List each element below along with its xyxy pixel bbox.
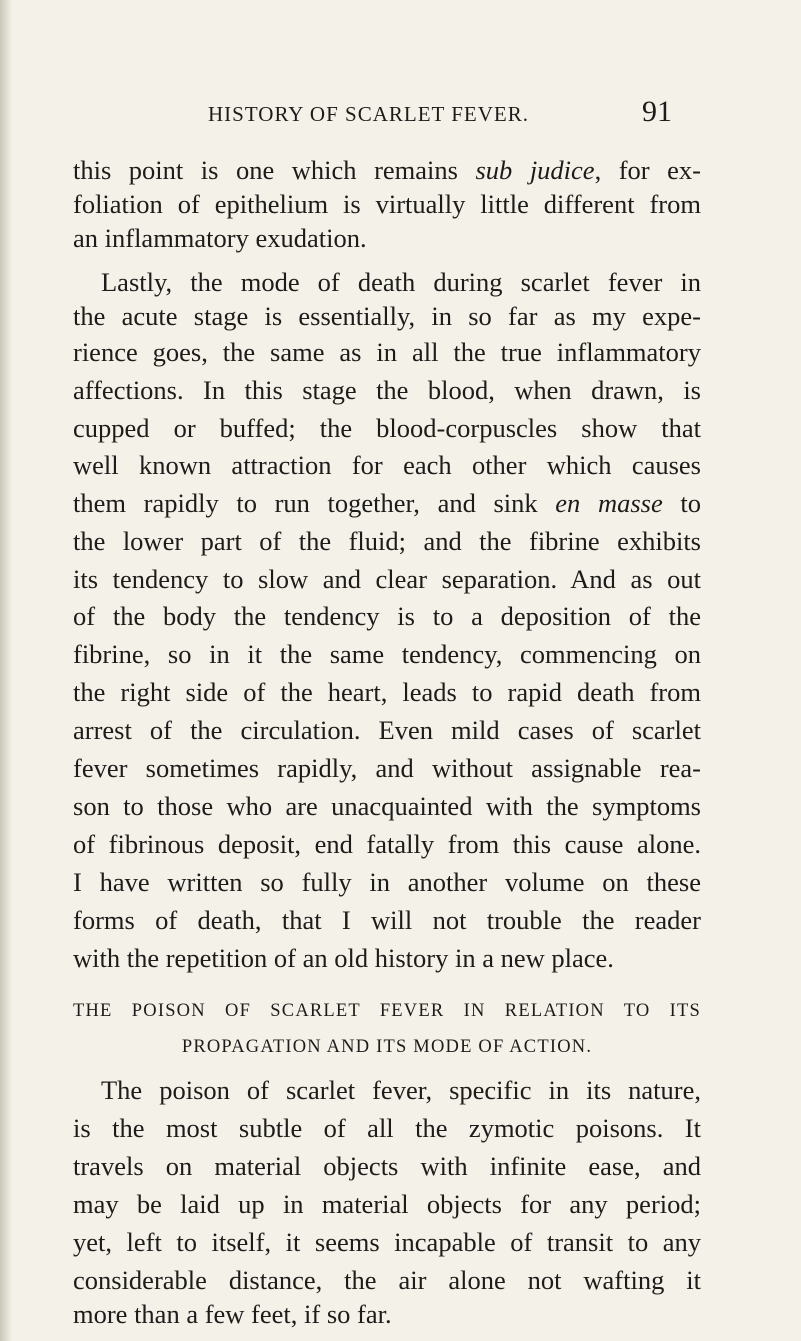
body-line: forms of death, that I will not trouble the reader bbox=[73, 905, 701, 935]
body-line: of fibrinous deposit, end fatally from this cause alone. bbox=[73, 829, 701, 859]
body-line: well known attraction for each other which causes bbox=[73, 450, 701, 480]
text-run: to bbox=[662, 488, 701, 518]
section-heading-line-1: THE POISON OF SCARLET FEVER IN RELATION TO ITS bbox=[73, 1001, 701, 1021]
italic-run: sub judice bbox=[475, 155, 595, 185]
body-line: affections. In this stage the blood, when drawn, is bbox=[73, 375, 701, 405]
body-line: of the body the tendency is to a deposition of the bbox=[73, 601, 701, 631]
page-number: 91 bbox=[642, 95, 672, 128]
body-line: son to those who are unacquainted with the symptoms bbox=[73, 791, 701, 821]
body-line bbox=[73, 486, 701, 520]
body-line: arrest of the circulation. Even mild cases of scarlet bbox=[73, 715, 701, 745]
italic-run: en masse bbox=[555, 488, 663, 518]
body-line: rience goes, the same as in all the true inflammatory bbox=[73, 337, 701, 367]
page-header bbox=[0, 95, 801, 140]
body-line: considerable distance, the air alone not wafting it bbox=[73, 1265, 701, 1295]
body-line: more than a few feet, if so far. bbox=[73, 1299, 392, 1329]
running-head: HISTORY OF SCARLET FEVER. bbox=[208, 102, 529, 126]
body-line: is the most subtle of all the zymotic poisons. It bbox=[73, 1113, 701, 1143]
body-line: travels on material objects with infinite ease, and bbox=[73, 1151, 701, 1181]
body-line: an inflammatory exudation. bbox=[73, 223, 367, 253]
body-line: with the repetition of an old history in a new place. bbox=[73, 943, 614, 973]
text-run: this point is one which remains bbox=[73, 155, 476, 185]
body-line: may be laid up in material objects for any period; bbox=[73, 1189, 701, 1219]
body-line: fever sometimes rapidly, and without assignable rea- bbox=[73, 753, 701, 783]
page-edge-shadow bbox=[0, 0, 12, 1341]
body-line: the lower part of the fluid; and the fibrine exhibits bbox=[73, 526, 701, 556]
body-line: foliation of epithelium is virtually little different from bbox=[73, 189, 701, 219]
body-line: the right side of the heart, leads to rapid death from bbox=[73, 677, 701, 707]
body-line: cupped or buffed; the blood-corpuscles show that bbox=[73, 413, 701, 443]
text-run: them rapidly to run together, and sink bbox=[73, 488, 556, 518]
body-line: Lastly, the mode of death during scarlet fever in bbox=[101, 267, 701, 297]
section-heading-line-2: PROPAGATION AND ITS MODE OF ACTION. bbox=[181, 1037, 593, 1057]
body-line: fibrine, so in it the same tendency, commencing on bbox=[73, 639, 701, 669]
text-run: , for ex- bbox=[594, 155, 701, 185]
body-line: I have written so fully in another volume on these bbox=[73, 867, 701, 897]
body-line: the acute stage is essentially, in so far as my expe- bbox=[73, 301, 701, 331]
body-line: its tendency to slow and clear separation. And as out bbox=[73, 564, 701, 594]
body-line bbox=[73, 153, 701, 187]
body-line: The poison of scarlet fever, specific in its nature, bbox=[101, 1075, 701, 1105]
body-line: yet, left to itself, it seems incapable of transit to any bbox=[73, 1227, 701, 1257]
